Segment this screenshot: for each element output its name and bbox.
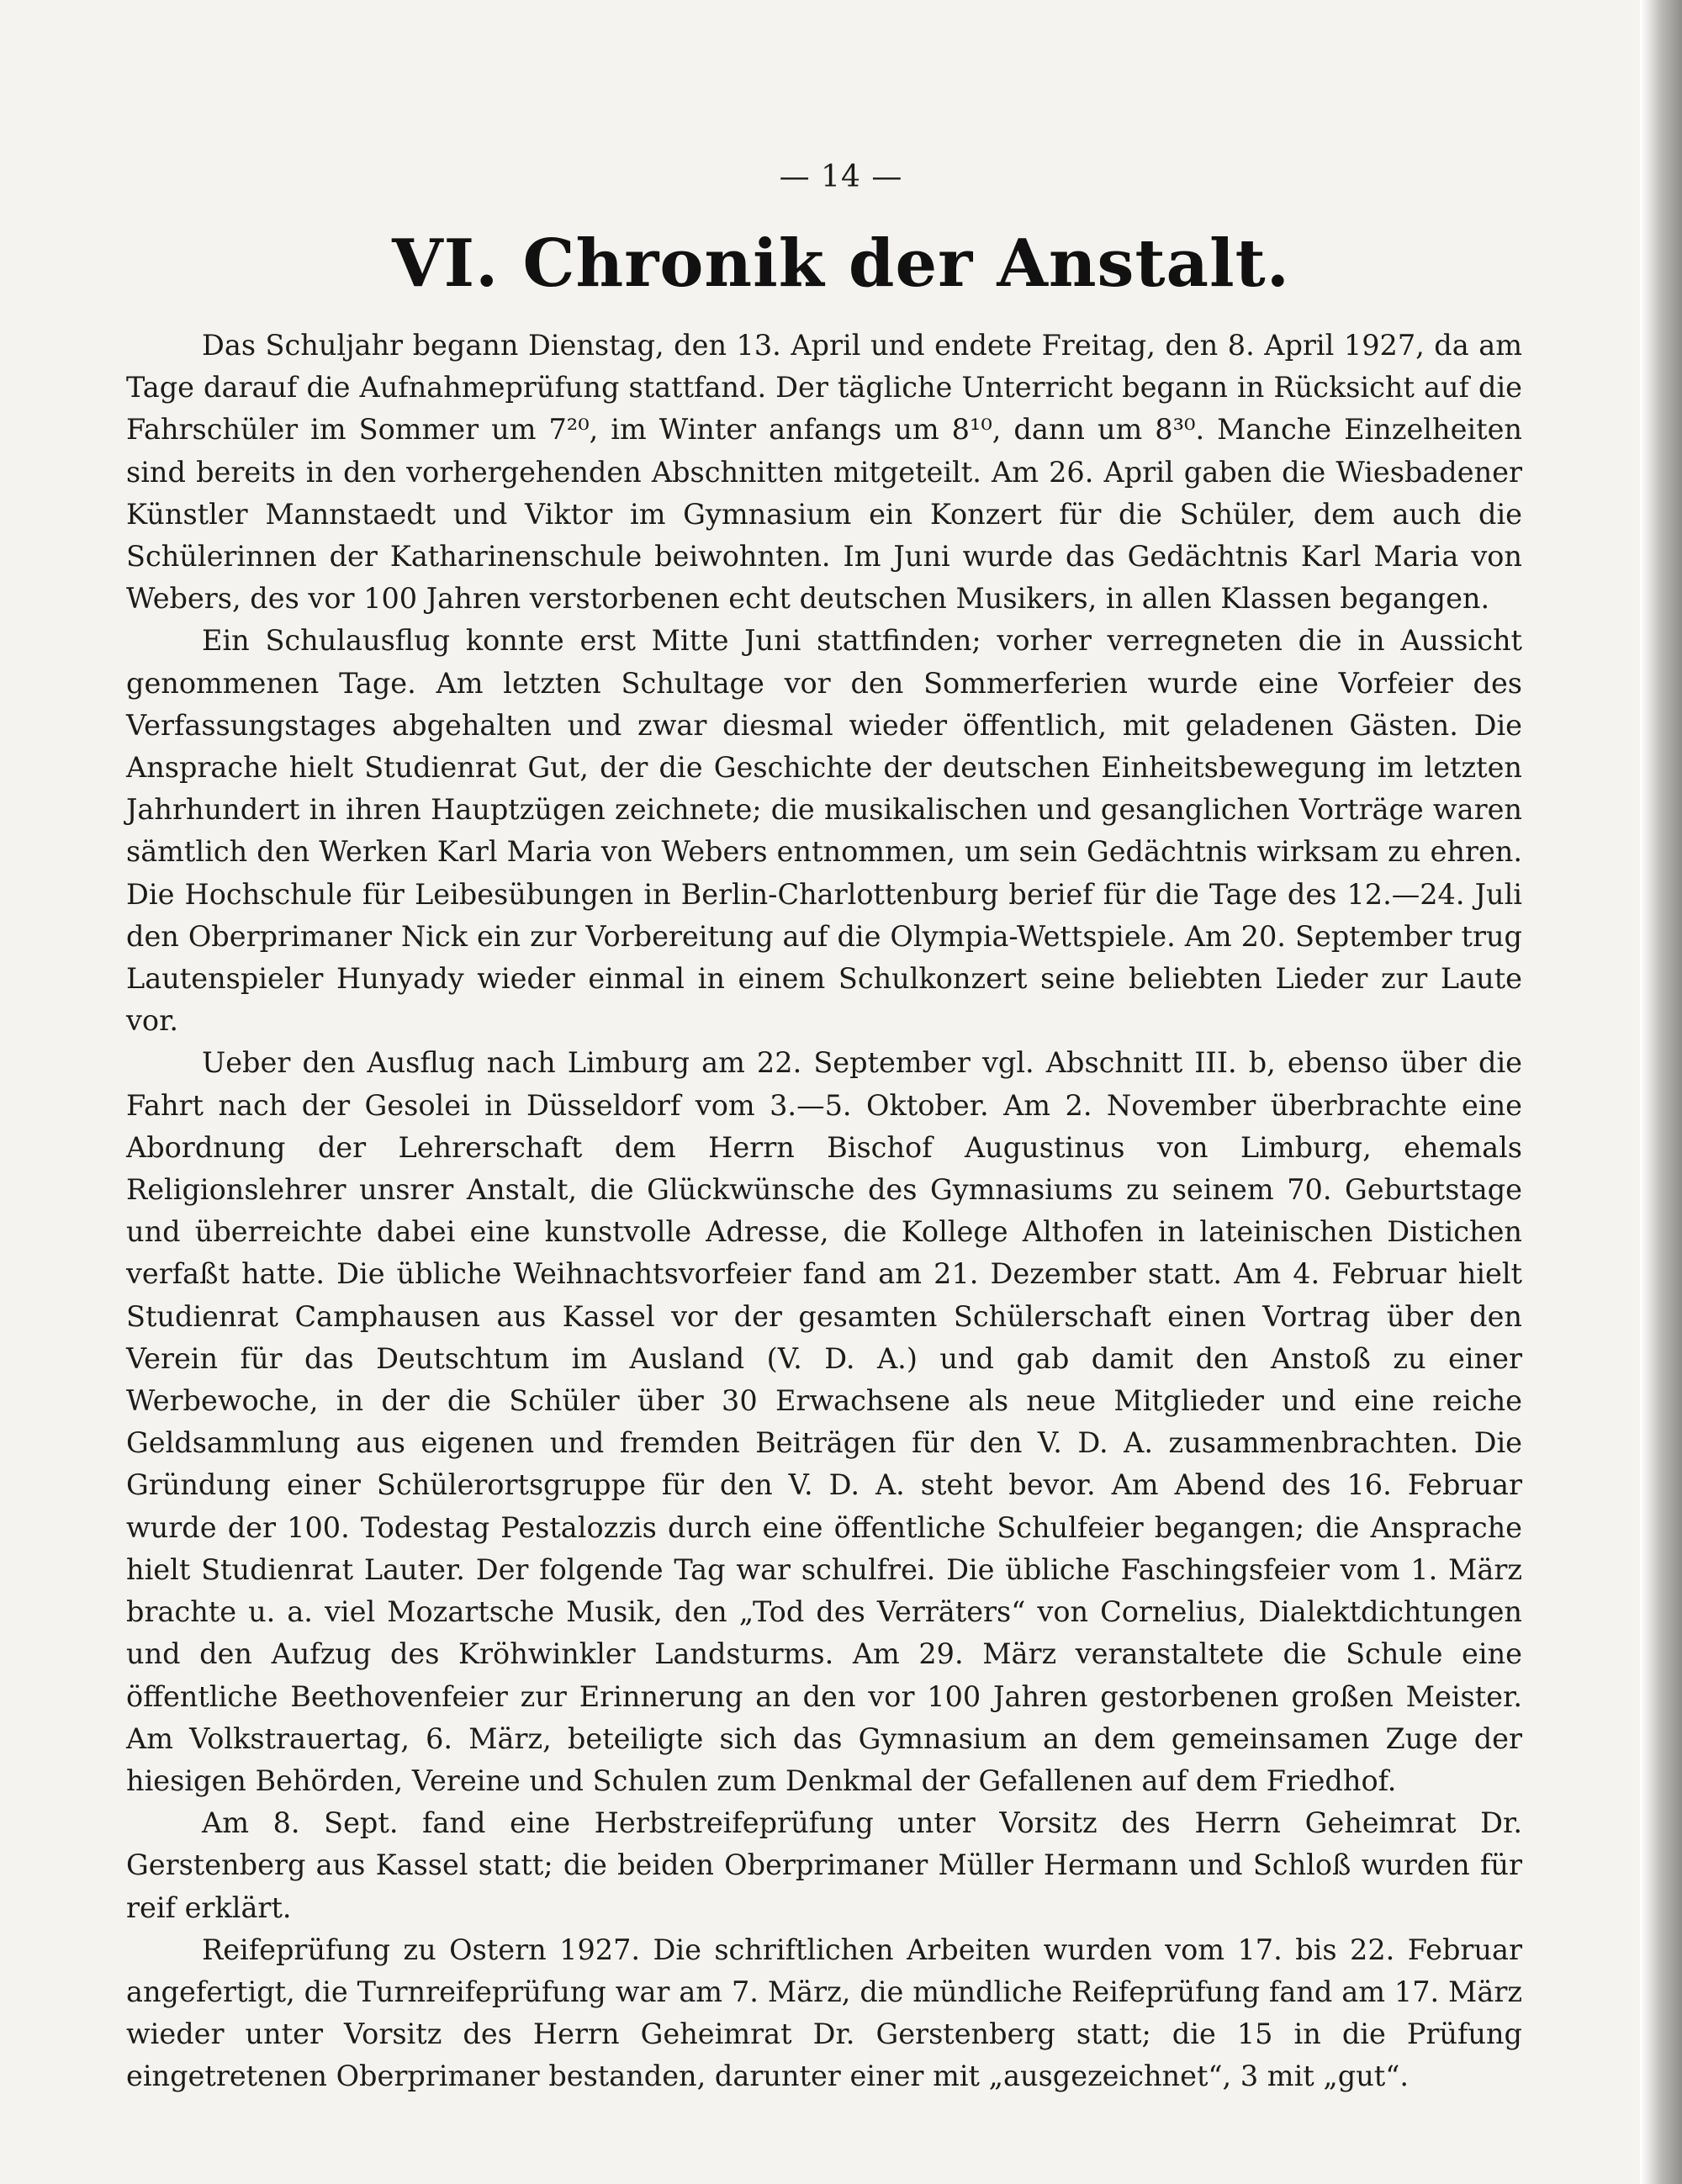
- paragraph-easter-exam: Reifeprüfung zu Ostern 1927. Die schriftlichen Arbeiten wurden vom 17. bis 22. Februar angefertigt, die Turnreifeprüfung war am 7. März, die mündliche Reifeprüfung fand am 17. März wieder unter Vorsitz des Herrn Geheimrat Dr. Gerstenberg statt; die 15 in die Prüfung eingetretenen Oberprimaner bestanden, darunter einer mit „ausgezeichnet“, 3 mit „gut“.: [126, 1933, 1522, 2093]
- page-title: VI. Chronik der Anstalt.: [392, 225, 1290, 302]
- paragraph-school-year: Das Schuljahr begann Dienstag, den 13. April und endete Freitag, den 8. April 1927, da am Tage darauf die Aufnahmeprüfung stattfand. Der tägliche Unterricht begann in Rücksicht auf die Fahrschüler im Sommer um 7²⁰, im Winter anfangs um 8¹⁰, dann um 8³⁰. Manche Einzelheiten sind bereits in den vorhergehenden Abschnitten mitgeteilt. Am 26. April gaben die Wiesbadener Künstler Mannstaedt und Viktor im Gymnasium ein Konzert für die Schüler, dem auch die Schülerinnen der Katharinenschule beiwohnten. Im Juni wurde das Gedächtnis Karl Maria von Webers, des vor 100 Jahren verstorbenen echt deutschen Musikers, in allen Klassen begangen.: [126, 329, 1522, 616]
- page-edge-shadow: [1640, 0, 1682, 2184]
- paragraph-autumn-winter-events: Ueber den Ausflug nach Limburg am 22. September vgl. Abschnitt III. b, ebenso über die Fahrt nach der Gesolei in Düsseldorf vom 3.—5. Oktober. Am 2. November überbrachte eine Abordnung der Lehrerschaft dem Herrn Bischof Augustinus von Limburg, ehemals Religionslehrer unsrer Anstalt, die Glückwünsche des Gymnasiums zu seinem 70. Geburtstage und überreichte dabei eine kunstvolle Adresse, die Kollege Althofen in lateinischen Distichen verfaßt hatte. Die übliche Weihnachtsvorfeier fand am 21. Dezember statt. Am 4. Februar hielt Studienrat Camphausen aus Kassel vor der gesamten Schülerschaft einen Vortrag über den Verein für das Deutschtum im Ausland (V. D. A.) und gab damit den Anstoß zu einer Werbewoche, in der die Schüler über 30 Erwachsene als neue Mitglieder und eine reiche Geldsammlung aus eigenen und fremden Beiträgen für den V. D. A. zusammenbrachten. Die Gründung einer Schülerortsgruppe für den V. D. A. steht bevor. Am Abend des 16. Februar wurde der 100. Todestag Pestalozzis durch eine öffentliche Schulfeier begangen; die Ansprache hielt Studienrat Lauter. Der folgende Tag war schulfrei. Die übliche Faschingsfeier vom 1. März brachte u. a. viel Mozartsche Musik, den „Tod des Verräters“ von Cornelius, Dialektdichtungen und den Aufzug des Kröhwinkler Landsturms. Am 29. März veranstaltete die Schule eine öffentliche Beethovenfeier zur Erinnerung an den vor 100 Jahren gestorbenen großen Meister. Am Volkstrauertag, 6. März, beteiligte sich das Gymnasium an dem gemeinsamen Zuge der hiesigen Behörden, Vereine und Schulen zum Denkmal der Gefallenen auf dem Friedhof.: [126, 1046, 1522, 1797]
- page-number: — 14 —: [779, 160, 903, 194]
- paragraph-autumn-exam: Am 8. Sept. fand eine Herbstreifeprüfung unter Vorsitz des Herrn Geheimrat Dr. Gerstenberg aus Kassel statt; die beiden Oberprimaner Müller Hermann und Schloß wurden für reif erklärt.: [126, 1806, 1522, 1924]
- chronicle-text: [126, 325, 1522, 2098]
- paragraph-excursion-summer: Ein Schulausflug konnte erst Mitte Juni stattfinden; vorher verregneten die in Aussicht genommenen Tage. Am letzten Schultage vor den Sommerferien wurde eine Vorfeier des Verfassungstages abgehalten und zwar diesmal wieder öffentlich, mit geladenen Gästen. Die Ansprache hielt Studienrat Gut, der die Geschichte der deutschen Einheitsbewegung im letzten Jahrhundert in ihren Hauptzügen zeichnete; die musikalischen und gesanglichen Vorträge waren sämtlich den Werken Karl Maria von Webers entnommen, um sein Gedächtnis wirksam zu ehren. Die Hochschule für Leibesübungen in Berlin-Charlottenburg berief für die Tage des 12.—24. Juli den Oberprimaner Nick ein zur Vorbereitung auf die Olympia-Wettspiele. Am 20. September trug Lautenspieler Hunyady wieder einmal in einem Schulkonzert seine beliebten Lieder zur Laute vor.: [126, 624, 1522, 1038]
